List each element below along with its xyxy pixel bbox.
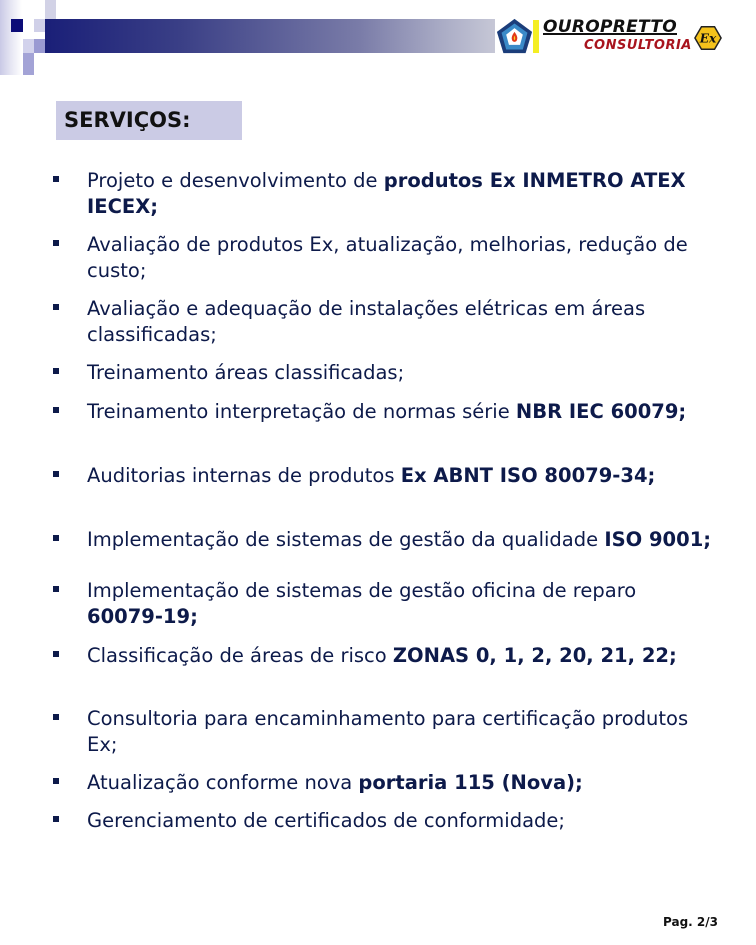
bullet-icon (53, 816, 59, 822)
list-item-text: Classificação de áreas de risco ZONAS 0, 1, 2, 20, 21, 22; (87, 644, 677, 667)
bullet-icon (53, 240, 59, 246)
list-item-text: Implementação de sistemas de gestão oficina de reparo 60079-19; (87, 579, 637, 628)
logo-subtitle: CONSULTORIA (584, 38, 692, 53)
list-item-text: Gerenciamento de certificados de conformidade; (87, 809, 565, 832)
decor-square (34, 19, 45, 32)
bullet-icon (53, 176, 59, 182)
section-title-box (56, 101, 242, 140)
page-number: Pag. 2/3 (663, 915, 718, 929)
bullet-icon (53, 407, 59, 413)
list-item-text: Atualização conforme nova portaria 115 (Nova); (87, 771, 583, 794)
bullet-icon (53, 368, 59, 374)
bullet-icon (53, 535, 59, 541)
header-gradient-bar (45, 19, 495, 53)
decor-square (23, 39, 34, 53)
logo-yellow-bar (533, 20, 539, 53)
list-item-text: Consultoria para encaminhamento para certificação produtos Ex; (87, 707, 689, 756)
section-title: SERVIÇOS: (64, 108, 191, 132)
pentagon-emblem-icon (496, 18, 533, 55)
decor-square (34, 39, 45, 53)
bullet-icon (53, 304, 59, 310)
svg-text:Ex: Ex (699, 31, 717, 46)
decor-square (11, 19, 23, 32)
list-item-text: Avaliação e adequação de instalações elétricas em áreas classificadas; (87, 297, 646, 346)
logo-name: OUROPRETTO (543, 17, 677, 37)
list-item-text: Auditorias internas de produtos Ex ABNT ISO 80079-34; (87, 464, 656, 487)
bullet-icon (53, 471, 59, 477)
bullet-icon (53, 778, 59, 784)
list-item-text: Avaliação de produtos Ex, atualização, melhorias, redução de custo; (87, 233, 688, 282)
bullet-icon (53, 586, 59, 592)
company-logo (496, 16, 728, 58)
bullet-icon (53, 714, 59, 720)
list-item-text: Treinamento áreas classificadas; (87, 361, 405, 384)
decor-square (45, 0, 56, 19)
list-item-text: Projeto e desenvolvimento de produtos Ex INMETRO ATEX IECEX; (87, 169, 686, 218)
header-gradient-strip (0, 0, 22, 75)
decor-square (23, 53, 34, 75)
bullet-icon (53, 651, 59, 657)
list-item-text: Implementação de sistemas de gestão da qualidade ISO 9001; (87, 528, 712, 551)
ex-hexagon-icon (694, 25, 722, 51)
list-item-text: Treinamento interpretação de normas série NBR IEC 60079; (87, 400, 687, 423)
